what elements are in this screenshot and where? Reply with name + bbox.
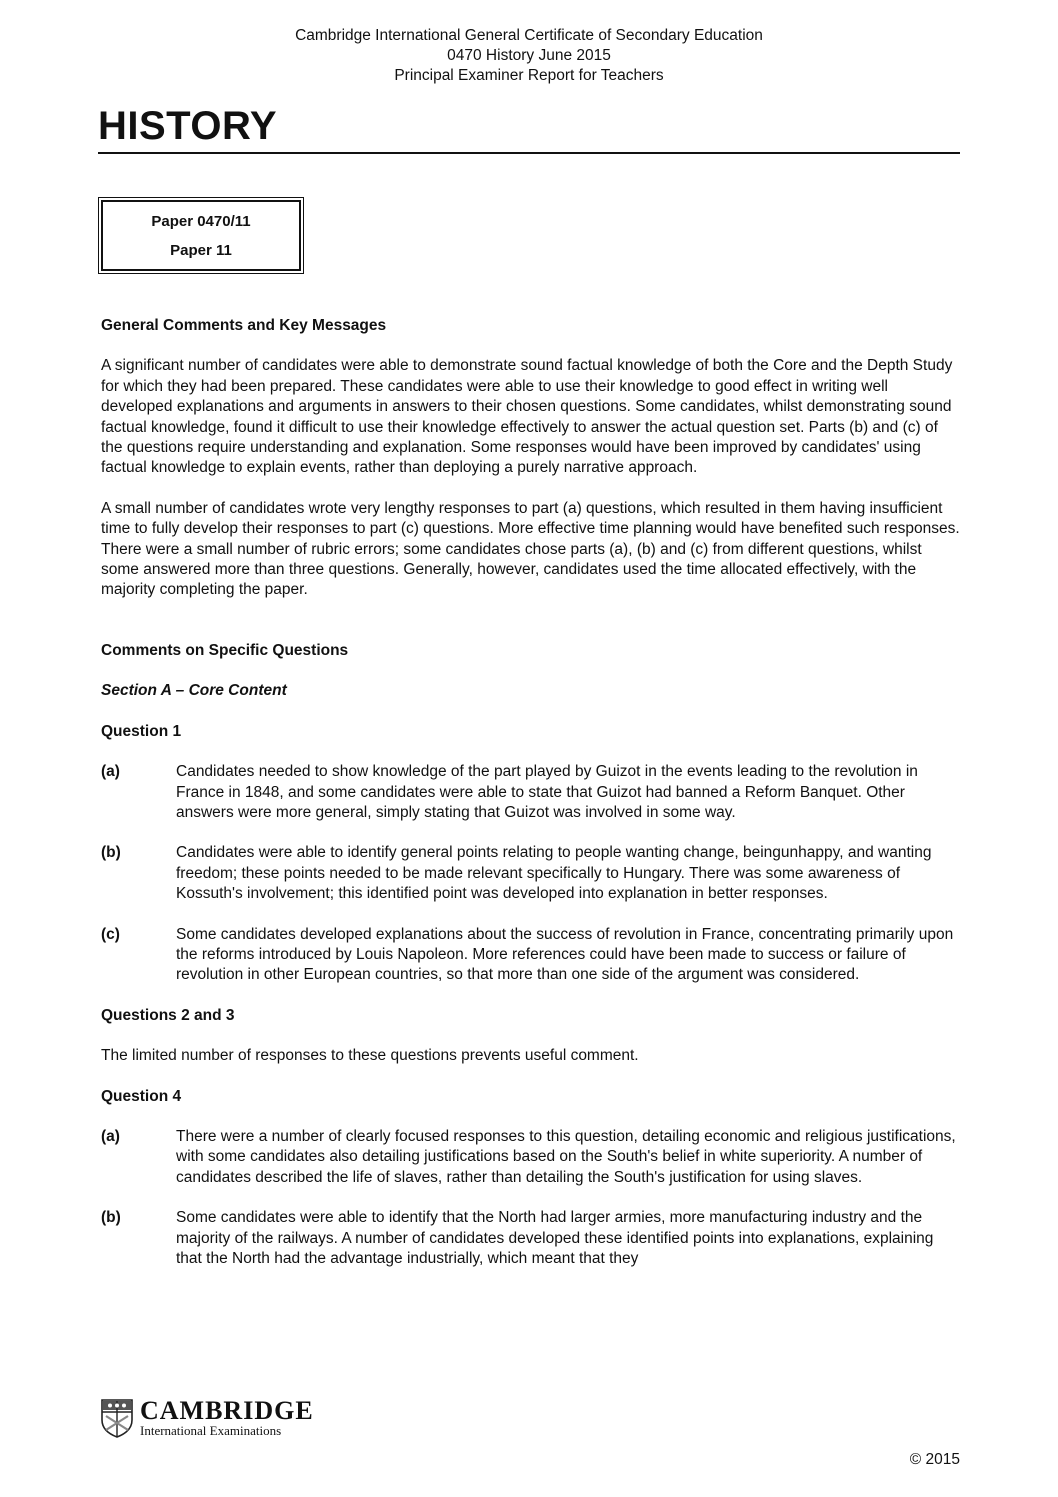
page-title: HISTORY [98, 104, 278, 148]
header-line-1: Cambridge International General Certificate of Secondary Education [295, 27, 763, 44]
q4-part-b [101, 1208, 961, 1269]
q4-part-a-text: There were a number of clearly focused responses to this question, detailing economic and religious justifications, with some candidates also detailing justifications based on the South's belief in white superiority. A number of candidates described the life of slaves, rather than detailing the South's justification for using slaves. [176, 1127, 956, 1186]
section-heading: Section A – Core Content [101, 682, 287, 700]
questions-2-3-heading: Questions 2 and 3 [101, 1006, 235, 1024]
general-paragraph-1: A significant number of candidates were able to demonstrate sound factual knowledge of both the Core and the Depth Study for which they had been prepared. These candidates were able to use their knowledge to good effect in writing well developed explanations and arguments in answers to their chosen questions. Some candidates, whilst demonstrating sound factual knowledge, found it difficult to use their knowledge effectively to answer the actual question set. Parts (b) and (c) of the questions require understanding and explanation. Some responses would have been improved by candidates' using factual knowledge to explain events, rather than deploying a purely narrative approach. [101, 357, 953, 477]
questions-2-3-text: The limited number of responses to these questions prevents useful comment. [101, 1047, 639, 1065]
q4-part-a [101, 1127, 961, 1188]
paper-code: Paper 0470/11 [151, 212, 251, 230]
crest-icon [100, 1398, 134, 1438]
q1-part-c [101, 925, 961, 986]
question-4-heading: Question 4 [101, 1087, 182, 1105]
q1-part-b [101, 843, 961, 904]
cambridge-logo [100, 1398, 314, 1438]
q1-part-a-label: (a) [101, 763, 120, 781]
q1-part-c-label: (c) [101, 925, 120, 943]
q1-part-a [101, 762, 961, 823]
title-divider [98, 152, 960, 154]
copyright: © 2015 [909, 1451, 960, 1468]
paper-box [98, 197, 304, 274]
spacer [101, 621, 961, 641]
paper-number: Paper 11 [170, 241, 232, 259]
question-1-heading: Question 1 [101, 722, 182, 740]
document-header [0, 26, 1058, 86]
paper-box-inner [101, 200, 301, 271]
general-paragraph-2: A small number of candidates wrote very lengthy responses to part (a) questions, which resulted in them having insufficient time to fully develop their responses to part (c) questions. More effective time planning would have benefited such responses. There were a small number of rubric errors; some candidates chose parts (a), (b) and (c) from different questions, whilst some answered more than three questions. Generally, however, candidates used the time allocated effectively, with the majority completing the paper. [101, 499, 960, 599]
q4-part-b-text: Some candidates were able to identify that the North had larger armies, more manufacturing industry and the majority of the railways. A number of candidates developed these identified points into explanations, explaining that the North had the advantage industrially, which meant that they [176, 1209, 934, 1267]
report-body [101, 316, 961, 1289]
q4-part-b-label: (b) [101, 1209, 121, 1227]
logo-text [140, 1398, 314, 1438]
header-line-3: Principal Examiner Report for Teachers [394, 67, 664, 84]
q1-part-c-text: Some candidates developed explanations about the success of revolution in France, concentrating primarily upon the reforms introduced by Louis Napoleon. More references could have been made to success or failure of revolution in other European countries, so that more than one side of the argument was considered. [176, 925, 954, 984]
logo-sub-text: International Examinations [140, 1423, 282, 1438]
q1-part-a-text: Candidates needed to show knowledge of the part played by Guizot in the events leading to the revolution in France in 1848, and some candidates were able to state that Guizot had banned a Reform Banquet. Other answers were more general, simply stating that Guizot was involved in some way. [176, 763, 918, 821]
q1-part-b-label: (b) [101, 844, 121, 862]
header-line-2: 0470 History June 2015 [447, 47, 611, 64]
q4-part-a-label: (a) [101, 1127, 120, 1145]
q1-part-b-text: Candidates were able to identify general points relating to people wanting change, beingunhappy, and wanting freedom; these points needed to be made relevant specifically to Hungary. There was some awareness of Kossuth's involvement; this identified point was developed into explanation in better responses. [176, 844, 932, 903]
general-heading: General Comments and Key Messages [101, 317, 387, 334]
specific-heading: Comments on Specific Questions [101, 641, 349, 659]
logo-main-text: CAMBRIDGE [140, 1396, 314, 1425]
